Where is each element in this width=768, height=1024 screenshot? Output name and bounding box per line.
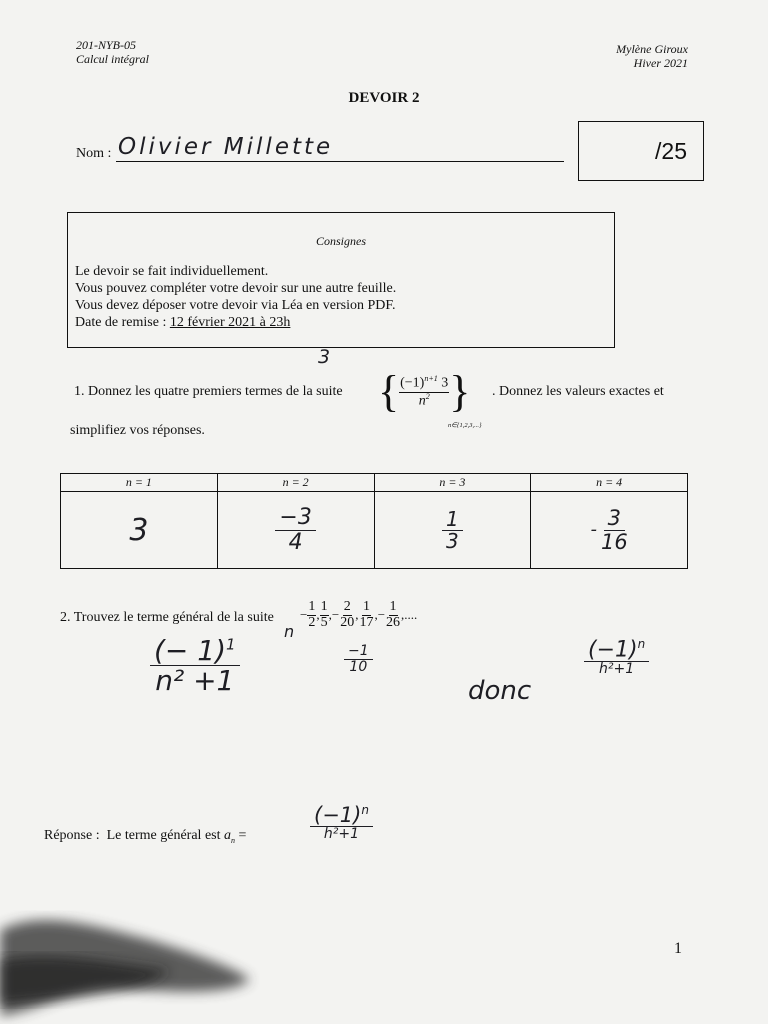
page-title: DEVOIR 2 — [348, 90, 420, 106]
instructions-heading: Consignes — [315, 234, 366, 248]
deadline-label: Date de remise : — [75, 315, 167, 330]
table-header: n = 1 — [61, 474, 218, 492]
seq-term: $\frac{1}{26}$ — [386, 599, 401, 630]
deadline — [75, 314, 614, 331]
instruction-line: Le devoir se fait individuellement. — [75, 264, 269, 279]
q1-prompt — [74, 384, 343, 400]
course-name: Calcul intégral — [76, 52, 149, 66]
answer-fraction: $\frac{1}{3}$ — [442, 509, 463, 552]
q1-sequence — [378, 366, 470, 418]
q2-work-n: n — [284, 622, 295, 641]
name-value[interactable]: Olivier Millette — [118, 134, 334, 160]
answer-fraction: $\frac{-3}{4}$ — [275, 506, 315, 553]
q1-text: Donnez les quatre premiers termes de la suite — [88, 384, 343, 399]
instructions-box — [67, 212, 615, 348]
brace-right: } — [449, 367, 471, 416]
answer-cell-n3[interactable] — [374, 492, 531, 569]
course-info — [76, 38, 149, 66]
table-answer-row — [61, 492, 688, 569]
answer-cell-n2[interactable] — [217, 492, 374, 569]
table-header: n = 2 — [217, 474, 374, 492]
answer-cell-n1[interactable]: 3 — [61, 492, 218, 569]
answer-line: Réponse : Le terme général est $a_n$ = — [44, 828, 247, 845]
deadline-value: 12 février 2021 à 23h — [169, 315, 291, 330]
seq-term: $\frac{2}{20}$ — [340, 599, 355, 630]
seq-term: $\frac{1}{17}$ — [359, 599, 374, 630]
q2-text: Trouvez le terme général de la suite — [73, 610, 274, 625]
course-code: 201-NYB-05 — [76, 38, 136, 52]
q2-work-fraction-2: $(-1)^n$ h²+1 — [584, 638, 649, 677]
answer-text: Le terme général est — [106, 828, 221, 843]
seq-term: $\frac{1}{2}$ — [308, 599, 316, 630]
teacher-info — [616, 42, 688, 70]
instruction-line: Vous devez déposer votre devoir via Léa en version PDF. — [75, 298, 396, 313]
q1-text-line2: simplifiez vos réponses. — [70, 423, 205, 438]
page-number: 1 — [674, 940, 682, 957]
q2-work-fraction-1: $\frac{(- 1)^1}{\text{n² +1}}$ — [150, 636, 240, 696]
q1-text-after: . Donnez les valeurs exactes et — [492, 384, 664, 399]
score-box — [578, 121, 704, 181]
q1-index-set: n∈{1,2,3,...} — [448, 422, 482, 429]
table-header: n = 4 — [531, 474, 688, 492]
q1-answer-table — [60, 473, 688, 569]
q1-sequence-fraction: $\frac{(-1)^{n+1} 3}{n^2}$ — [400, 374, 449, 409]
teacher-name: Mylène Giroux — [616, 42, 688, 56]
q1-annotation: 3 — [318, 346, 331, 368]
answer-fraction: $\frac{3}{16}$ — [601, 506, 628, 554]
q2-work-donc: donc — [468, 676, 532, 706]
name-underline — [116, 161, 564, 162]
q2-prompt — [60, 610, 274, 626]
instruction-line: Vous pouvez compléter votre devoir sur une autre feuille. — [75, 281, 397, 296]
brace-left: { — [378, 367, 400, 416]
answer-handwritten[interactable]: $(-1)^n$ h²+1 — [310, 804, 373, 842]
q1-number: 1. — [74, 384, 85, 399]
session: Hiver 2021 — [633, 56, 688, 70]
seq-term: $\frac{1}{5}$ — [320, 599, 328, 630]
answer-cell-n4[interactable]: - $\frac{3}{16}$ — [531, 492, 688, 569]
scan-smudge — [0, 900, 260, 1024]
q2-work-small-fraction: $\frac{-1}{10}$ — [344, 644, 373, 674]
table-header-row — [61, 474, 688, 492]
table-header: n = 3 — [374, 474, 531, 492]
q2-number: 2. — [60, 610, 71, 625]
q2-sequence: − $\frac{1}{2}$ , $\frac{1}{5}$ , − $\frac{2}{20}$ , $\frac{1}{17}$ , − $\frac{1}{26}$ ,.... — [300, 599, 418, 630]
name-label: Nom : — [76, 146, 112, 161]
answer-label: Réponse : — [44, 828, 100, 843]
score-total: /25 — [655, 138, 687, 164]
